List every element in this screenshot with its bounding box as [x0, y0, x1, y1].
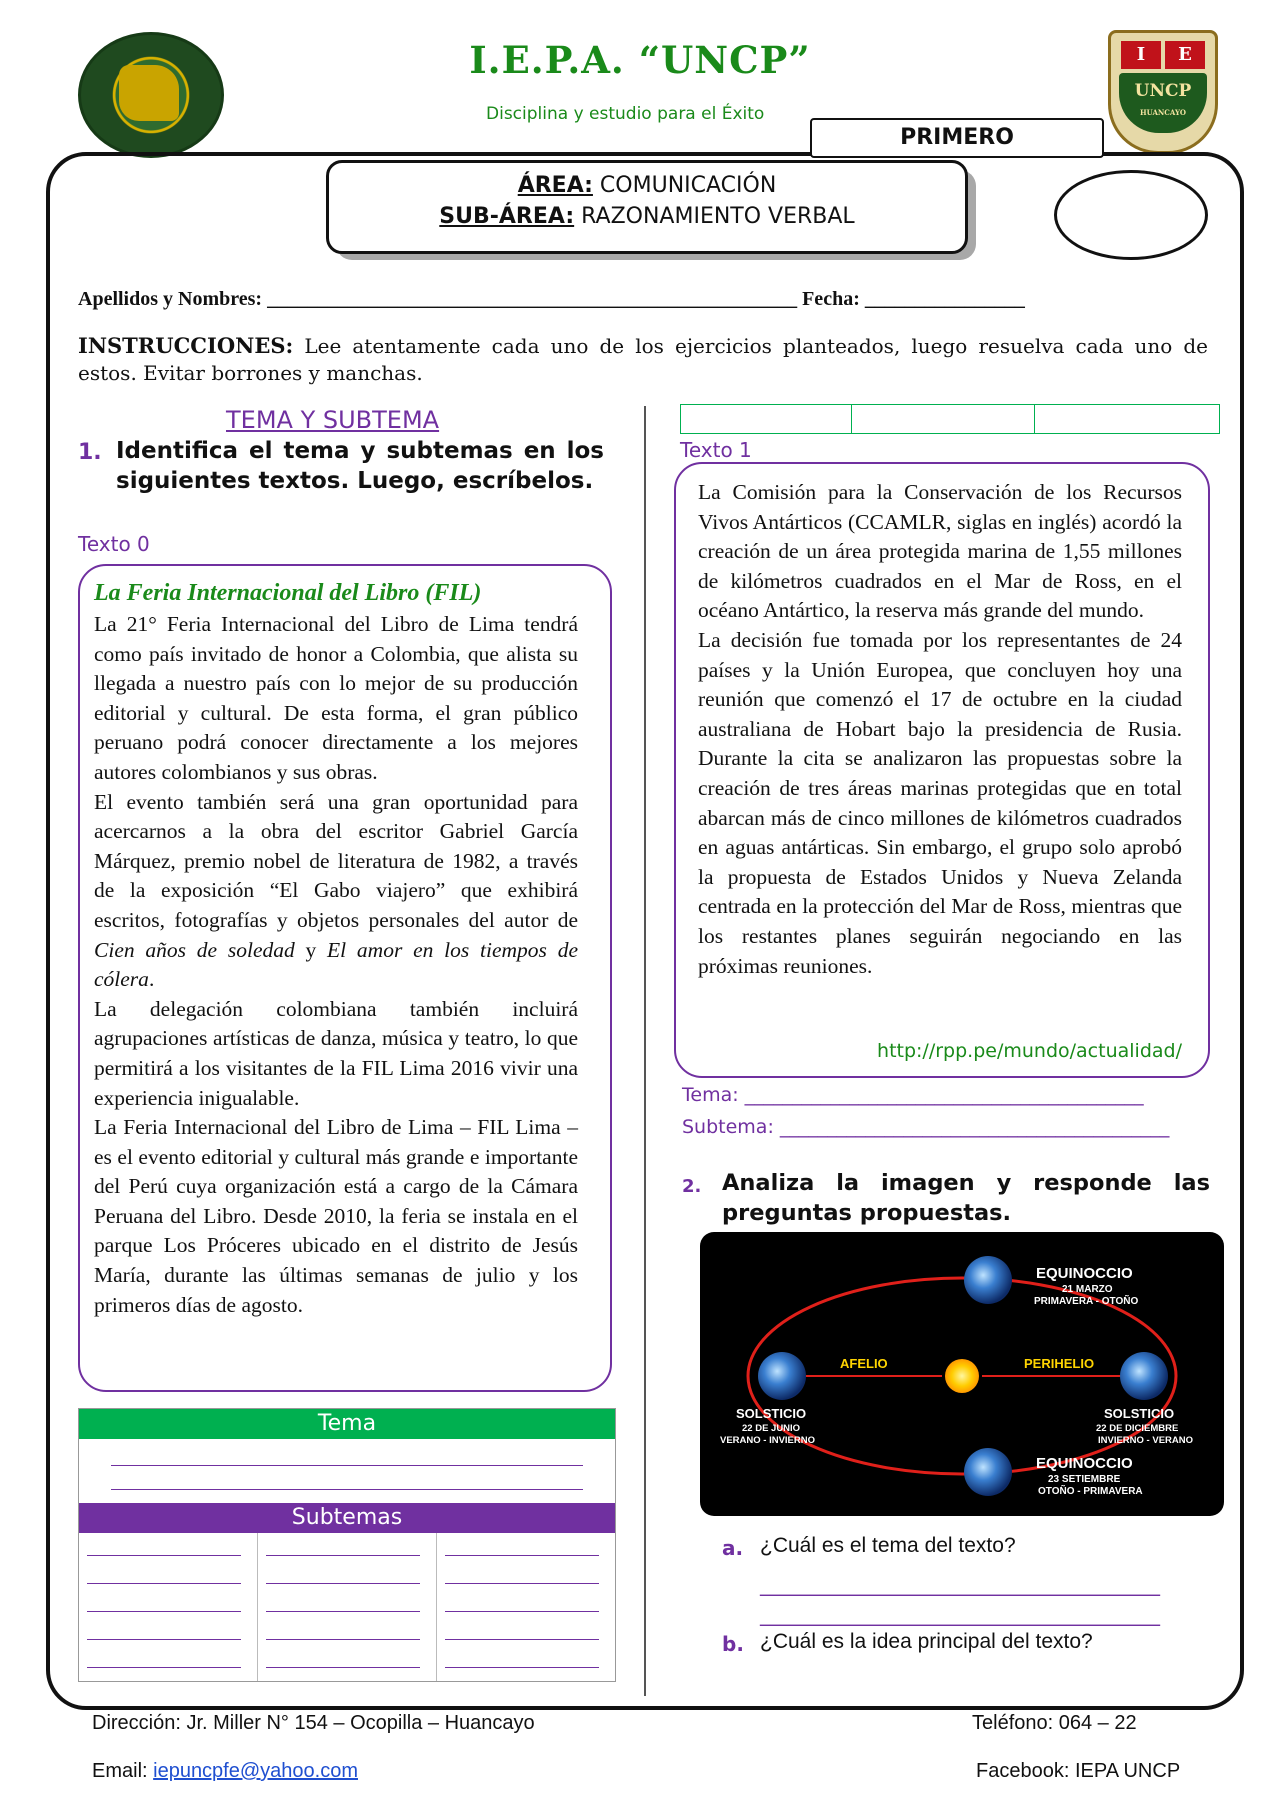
answer-a-line[interactable]: ________________________________________	[760, 1602, 1160, 1626]
answer-line	[266, 1611, 420, 1612]
texto1-body	[698, 478, 1182, 981]
question1-text: Identifica el tema y subtemas en los siguientes textos. Luego, escríbelos.	[116, 438, 604, 494]
earth-icon	[964, 1448, 1012, 1496]
crest-name: UNCP	[1134, 81, 1192, 101]
question2-number: 2.	[682, 1176, 702, 1197]
subarea-value: RAZONAMIENTO VERBAL	[574, 204, 855, 229]
question2-text: Analiza la imagen y responde las preguntas propuestas.	[722, 1170, 1210, 1226]
label-solstice-right: SOLSTICIO	[1104, 1406, 1175, 1421]
score-oval[interactable]	[1054, 170, 1208, 260]
answer-line	[87, 1555, 241, 1556]
texto0-title: La Feria Internacional del Libro (FIL)	[94, 580, 482, 606]
question-a-label: a.	[722, 1536, 744, 1560]
label-solstice-right-date: 22 DE DICIEMBRE	[1096, 1423, 1179, 1434]
grade-box: PRIMERO	[810, 118, 1104, 158]
answer-line	[445, 1583, 599, 1584]
answer-line	[111, 1465, 583, 1466]
answer-line	[445, 1611, 599, 1612]
instructions-text: Lee atentamente cada uno de los ejercicios planteados, luego resuelva cada uno de estos. Evitar borrones y manchas.	[78, 334, 1208, 385]
answer-line	[445, 1667, 599, 1668]
answer-line	[266, 1639, 420, 1640]
label-equinox-top-date: 21 MARZO	[1062, 1284, 1113, 1295]
label-equinox-bottom: EQUINOCCIO	[1036, 1455, 1133, 1472]
tema-label: Tema:	[682, 1084, 745, 1106]
label-equinox-bottom-date: 23 SETIEMBRE	[1048, 1474, 1121, 1485]
texto0-p2-end: .	[148, 967, 155, 992]
texto0-paragraph	[94, 788, 578, 995]
empty-grid-row	[680, 404, 1220, 434]
answer-line	[87, 1667, 241, 1668]
school-title: I.E.P.A. “UNCP”	[469, 38, 811, 82]
question-b-label: b.	[722, 1632, 744, 1656]
grid-cell	[681, 405, 852, 433]
email-link[interactable]: iepuncpfe@yahoo.com	[153, 1760, 358, 1782]
name-label: Apellidos y Nombres:	[78, 288, 268, 310]
answer-line	[87, 1583, 241, 1584]
tema-header: Tema	[79, 1409, 615, 1439]
subtema-column[interactable]	[437, 1533, 615, 1681]
subtema-blank: _________________________________________	[779, 1116, 1170, 1138]
seasons-diagram-svg	[700, 1232, 1224, 1516]
book-title: El amor en los tiempos de cólera	[94, 937, 578, 992]
subtema-column[interactable]	[79, 1533, 258, 1681]
subtemas-header: Subtemas	[79, 1503, 615, 1533]
earth-icon	[1120, 1352, 1168, 1400]
question1-number: 1.	[78, 440, 102, 465]
answer-line	[445, 1639, 599, 1640]
grid-cell	[1035, 405, 1219, 433]
label-equinox-top-season: PRIMAVERA - OTOÑO	[1034, 1296, 1139, 1307]
sun-icon	[945, 1359, 979, 1393]
crest-letter-i: I	[1121, 41, 1161, 69]
subtema-fill-line[interactable]	[682, 1116, 1169, 1138]
instructions-label: INSTRUCCIONES:	[78, 333, 294, 358]
answer-line	[87, 1639, 241, 1640]
label-solstice-left-date: 22 DE JUNIO	[742, 1423, 801, 1434]
label-solstice-right-season: INVIERNO - VERANO	[1098, 1435, 1194, 1446]
source-link[interactable]: http://rpp.pe/mundo/actualidad/	[877, 1040, 1182, 1062]
answer-line	[445, 1555, 599, 1556]
earth-icon	[758, 1352, 806, 1400]
area-label: ÁREA:	[517, 173, 593, 198]
subtema-label: Subtema:	[682, 1116, 780, 1138]
area-value: COMUNICACIÓN	[592, 173, 777, 198]
date-blank[interactable]: ________________	[864, 288, 1025, 310]
crest-letter-e: E	[1165, 41, 1205, 69]
earth-icon	[964, 1256, 1012, 1304]
texto0-p2-start: El evento también será una gran oportunidad para acercarnos a la obra del escritor Gabriel García Márquez, premio nobel de literatura de 1982, a través de la exposición “El Gabo viajero” que exhibirá escritos, fotografías y objetos personales del autor de	[94, 789, 578, 932]
answer-a-line[interactable]: ________________________________________	[760, 1572, 1160, 1596]
subtema-column[interactable]	[258, 1533, 437, 1681]
texto0-paragraph: La Feria Internacional del Libro de Lima – FIL Lima – es el evento editorial y cultural más grande e importante del Perú cuya organización está a cargo de la Cámara Peruana del Libro. Desde 2010, la feria se instala en el parque Los Próceres ubicado en el distrito de Jesús María, durante las últimas semanas de julio y los primeros días de agosto.	[94, 1115, 578, 1317]
area-box	[326, 160, 968, 254]
student-info-line	[78, 288, 1025, 311]
seasons-diagram	[700, 1232, 1224, 1516]
answer-line	[87, 1611, 241, 1612]
school-motto: Disciplina y estudio para el Éxito	[486, 104, 765, 124]
texto0-label: Texto 0	[78, 532, 150, 556]
label-equinox-top: EQUINOCCIO	[1036, 1265, 1133, 1282]
footer-address: Dirección: Jr. Miller N° 154 – Ocopilla – Huancayo	[92, 1712, 535, 1734]
answer-line	[266, 1667, 420, 1668]
label-perihelion: PERIHELIO	[1024, 1356, 1095, 1371]
texto0-body	[94, 610, 578, 1320]
footer-facebook: Facebook: IEPA UNCP	[976, 1760, 1181, 1782]
question-b-text: ¿Cuál es la idea principal del texto?	[760, 1630, 1093, 1653]
grid-cell	[852, 405, 1035, 433]
texto1-label: Texto 1	[680, 438, 752, 462]
section-title: TEMA Y SUBTEMA	[226, 406, 440, 434]
answer-line	[266, 1555, 420, 1556]
crest-city: HUANCAYO	[1139, 108, 1187, 117]
texto0-paragraph: La delegación colombiana también incluirá agrupaciones artísticas de danza, música y teatro, lo que permitirá a los visitantes de la FIL Lima 2016 vivir una experiencia inigualable.	[94, 996, 578, 1110]
email-label: Email:	[92, 1760, 154, 1782]
tema-blank: __________________________________________	[744, 1084, 1144, 1106]
tema-fill-line[interactable]	[682, 1084, 1144, 1106]
instructions	[78, 332, 1208, 387]
label-solstice-left-season: VERANO - INVIERNO	[720, 1435, 816, 1446]
footer-email	[92, 1760, 358, 1783]
texto1-paragraph: La Comisión para la Conservación de los Recursos Vivos Antárticos (CCAMLR, siglas en inglés) acordó la creación de un área protegida marina de 1,55 millones de kilómetros cuadrados en el Mar de Ross, en el océano Antártico, la reserva más grande del mundo.	[698, 480, 1182, 623]
label-solstice-left: SOLSTICIO	[736, 1406, 807, 1421]
texto1-paragraph: La decisión fue tomada por los representantes de 24 países y la Unión Europea, que concluyen hoy una reunión que comenzó el 17 de octubre en la ciudad australiana de Hobart bajo la presidencia de Rusia. Durante la cita se analizaron las propuestas sobre la creación de tres áreas marinas protegidas que en total abarcan más de cinco millones de kilómetros cuadrados en aguas antárticas. Sin embargo, el grupo solo aprobó la propuesta de Estados Unidos y Nueva Zelanda centrada en la protección del Mar de Ross, mientras que los restantes planes seguirán negociando en las próximas reuniones.	[698, 627, 1182, 978]
subarea-label: SUB-ÁREA:	[439, 204, 575, 229]
label-aphelion: AFELIO	[840, 1356, 888, 1371]
texto0-p2-and: y	[294, 937, 328, 962]
column-divider	[644, 406, 646, 1696]
label-equinox-bottom-season: OTOÑO - PRIMAVERA	[1038, 1486, 1143, 1497]
name-blank[interactable]: _____________________________________________________	[267, 288, 798, 310]
answer-line	[266, 1583, 420, 1584]
tema-answer-area[interactable]	[79, 1439, 615, 1503]
footer-phone: Teléfono: 064 – 22	[972, 1712, 1137, 1734]
answer-table	[78, 1408, 616, 1682]
texto0-paragraph: La 21° Feria Internacional del Libro de Lima tendrá como país invitado de honor a Colombia, que alista su llegada a nuestro país con lo mejor de su producción editorial y cultural. De esta forma, el gran público peruano podrá conocer directamente a los mejores autores colombianos y sus obras.	[94, 612, 578, 784]
book-title: Cien años de soledad	[94, 937, 295, 962]
question-a-text: ¿Cuál es el tema del texto?	[760, 1534, 1016, 1557]
answer-line	[111, 1489, 583, 1490]
date-label: Fecha:	[797, 288, 865, 310]
crest-shield	[1119, 73, 1207, 133]
subtemas-answer-area[interactable]	[79, 1533, 615, 1681]
